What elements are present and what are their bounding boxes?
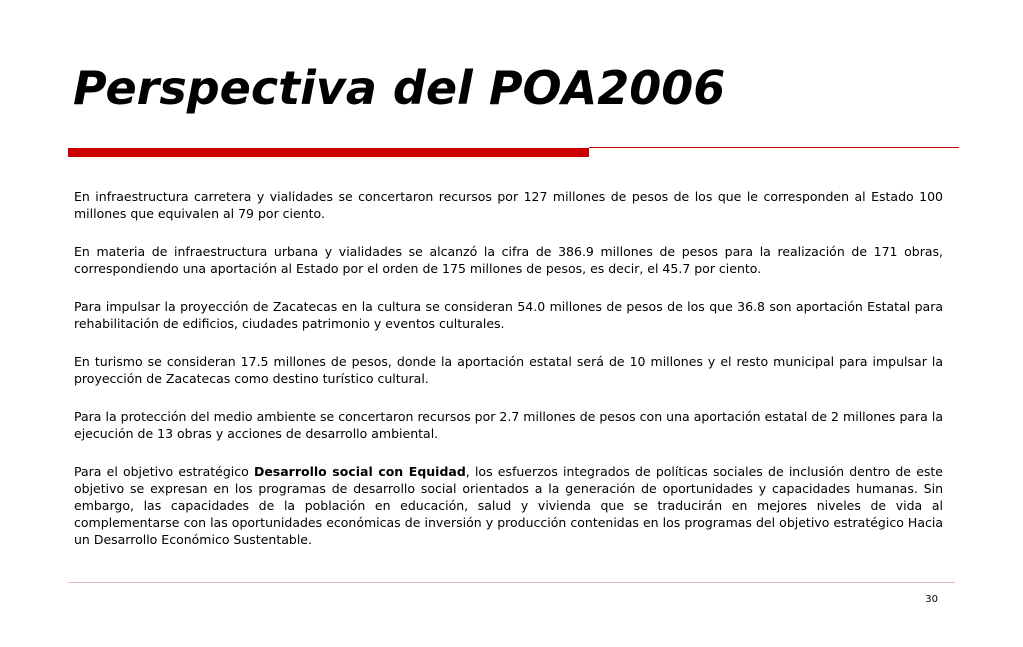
title-underline-thick <box>68 148 589 157</box>
paragraph-desarrollo-social-intro: Para el objetivo estratégico <box>74 464 254 479</box>
footer-divider <box>68 582 955 583</box>
title-underline-thin <box>589 147 959 148</box>
paragraph-desarrollo-social-rest: , los esfuerzos integrados de políticas sociales de inclusión dentro de este objetivo se expresan en los programas de desarrollo social orientados a la generación de oportunidades y capacidades humanas. Sin embargo, las capacidades de la población en educación, salud y vivienda que se traducirán en mejores niveles de vida al complementarse con las oportunidades económicas de inversión y producción contenidas en los programas del objetivo estratégico Hacia un Desarrollo Económico Sustentable. <box>74 464 943 547</box>
paragraph-cultura: Para impulsar la proyección de Zacatecas en la cultura se consideran 54.0 millones de pesos de los que 36.8 son aportación Estatal para rehabilitación de edificios, ciudades patrimonio y eventos culturales. <box>74 299 943 331</box>
paragraph-desarrollo-social <box>74 463 943 548</box>
paragraph-desarrollo-social-emphasis: Desarrollo social con Equidad <box>253 464 466 479</box>
paragraph-carretera: En infraestructura carretera y vialidades se concertaron recursos por 127 millones de pesos de los que le corresponden al Estado 100 millones que equivalen al 79 por ciento. <box>74 189 943 221</box>
page-number: 30 <box>925 594 938 605</box>
paragraph-turismo: En turismo se consideran 17.5 millones de pesos, donde la aportación estatal será de 10 millones y el resto municipal para impulsar la proyección de Zacatecas como destino turístico cultural. <box>74 354 943 386</box>
paragraph-medio-ambiente: Para la protección del medio ambiente se concertaron recursos por 2.7 millones de pesos con una aportación estatal de 2 millones para la ejecución de 13 obras y acciones de desarrollo ambiental. <box>74 409 943 441</box>
page-title: Perspectiva del POA2006 <box>73 61 726 115</box>
slide-body <box>74 188 943 548</box>
paragraph-urbana: En materia de infraestructura urbana y vialidades se alcanzó la cifra de 386.9 millones de pesos para la realización de 171 obras, correspondiendo una aportación al Estado por el orden de 175 millones de pesos, es decir, el 45.7 por ciento. <box>74 244 943 276</box>
